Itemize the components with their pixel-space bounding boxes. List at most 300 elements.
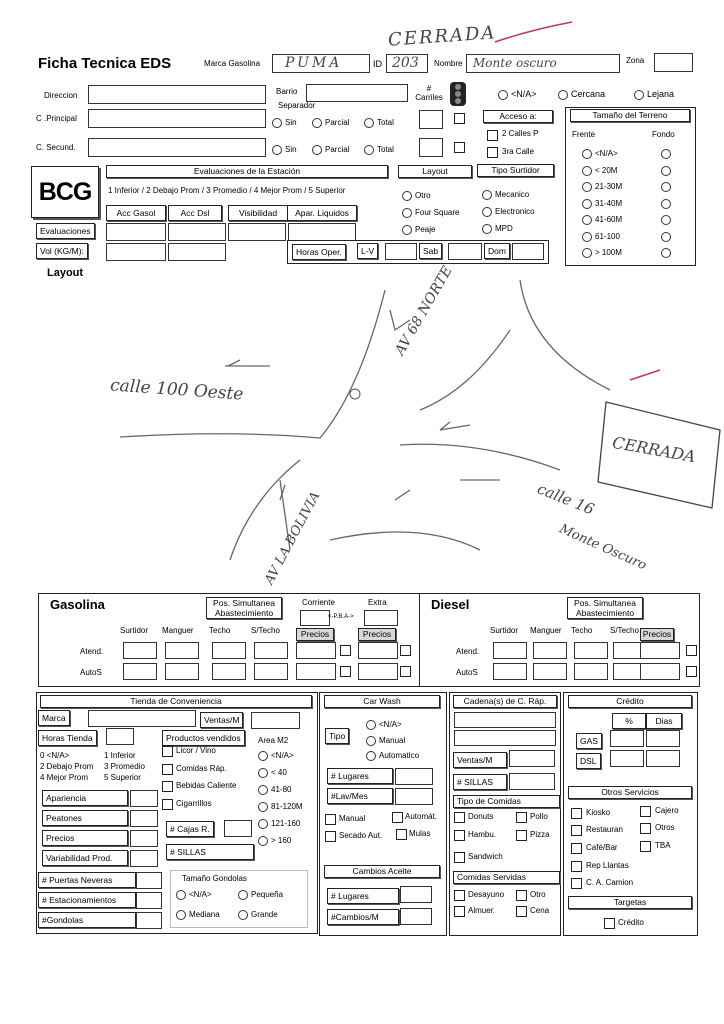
tienda-eval-field-2[interactable] (130, 830, 158, 847)
gas-cell-0-2[interactable] (212, 642, 246, 659)
carwash-secado-checkbox[interactable] (325, 831, 336, 842)
lv-label: L-V (357, 243, 378, 259)
carwash-na-label: <N/A> (379, 720, 402, 730)
eval-apar-liquidos[interactable] (288, 223, 356, 241)
producto-checkbox-2[interactable] (162, 781, 173, 792)
dom-label: Dom (484, 243, 510, 259)
id-value: 203 (392, 55, 419, 71)
layout-peaje-label: Peaje (415, 225, 436, 235)
tam-gondolas-label: Tamaño Gondolas (182, 874, 247, 883)
radio-icon (661, 149, 671, 159)
nombre-field[interactable] (466, 54, 620, 73)
gondola-mediana-label: Mediana (189, 910, 220, 920)
area-opt-3[interactable] (258, 802, 303, 812)
otros-servicios-header: Otros Servicios (568, 786, 692, 799)
servicio-checkbox-7[interactable] (571, 878, 582, 889)
parcial-label: Parcial (325, 145, 350, 155)
sin-label: Sin (285, 145, 297, 155)
radio-icon (366, 751, 376, 761)
cambios-aceite-header: Cambios Aceite (324, 865, 440, 878)
area-opt-0[interactable] (258, 751, 294, 761)
handwritten-slash (490, 18, 580, 48)
c-secund-total[interactable] (364, 145, 394, 155)
radio-icon (272, 145, 282, 155)
carwash-manual-label: Manual (339, 814, 366, 823)
radio-icon (498, 90, 508, 100)
surtidor-mecanico-label: Mecanico (495, 190, 530, 200)
tienda-scale-0: 0 <N/A> (40, 751, 70, 760)
radio-icon (258, 836, 268, 846)
terreno-frente-1[interactable] (582, 166, 617, 176)
servida-checkbox-2[interactable] (454, 906, 465, 917)
handwritten-cerrada-top: CERRADA (387, 22, 498, 51)
comida-checkbox-2[interactable] (454, 830, 465, 841)
marca-label: Marca Gasolina (204, 59, 261, 68)
terreno-frente-2-label: 21-30M (595, 182, 623, 192)
acceso-header: Acceso a: (483, 110, 553, 123)
proximity-lejana[interactable] (634, 89, 674, 100)
tienda-scale-3: 3 Promedio (104, 762, 145, 771)
carwash-lugares-label: # Lugares (327, 768, 393, 784)
acceso-2calles-label: 2 Calles P (502, 129, 539, 138)
radio-icon (402, 225, 412, 235)
tienda-ventas-field[interactable] (251, 712, 300, 729)
terreno-fondo-4[interactable] (661, 215, 674, 225)
servicio-checkbox-0[interactable] (571, 808, 582, 819)
servida-label-3: Cena (530, 906, 550, 915)
acceso-3calle-label: 3ra Calle (502, 147, 535, 156)
corriente-field[interactable] (300, 610, 330, 626)
estacionamientos-field[interactable] (136, 892, 162, 909)
terreno-fondo-3[interactable] (661, 199, 674, 209)
barrio-field[interactable] (306, 84, 408, 102)
radio-icon (661, 199, 671, 209)
carwash-tipo-na[interactable] (366, 720, 402, 730)
sketch-calle-100: calle 100 Oeste (109, 375, 245, 405)
dsl-cell-0-1[interactable] (533, 642, 567, 659)
radio-icon (366, 720, 376, 730)
acceso-3calle-checkbox[interactable] (487, 147, 498, 158)
fondo-label: Fondo (652, 130, 675, 139)
diesel-pos-sim: Pos. Simultanea Abastecimiento (567, 597, 643, 619)
gas-col-1: Manguer (162, 626, 194, 635)
producto-label-0: Licor / Vino (176, 746, 216, 755)
comida-label-3: Pizza (530, 830, 550, 839)
carwash-header: Car Wash (324, 695, 440, 708)
gas-precio-cell-1-1[interactable] (358, 663, 398, 680)
servida-checkbox-0[interactable] (454, 890, 465, 901)
carwash-tipo-manual[interactable] (366, 736, 405, 746)
gondola-grande[interactable] (238, 910, 278, 920)
c-principal-sin[interactable] (272, 118, 297, 128)
credito-option-label: Crédito (618, 918, 644, 927)
extra-label: Extra (368, 598, 387, 607)
radio-icon (258, 785, 268, 795)
credito-dsl-pct[interactable] (610, 750, 644, 767)
area-label: Area M2 (258, 736, 289, 745)
comida-checkbox-3[interactable] (516, 830, 527, 841)
total-label: Total (377, 145, 394, 155)
diesel-title: Diesel (431, 597, 470, 612)
bcg-logo (31, 166, 99, 218)
servicio-checkbox-5[interactable] (640, 841, 651, 852)
carwash-mulas-checkbox[interactable] (396, 829, 407, 840)
radio-icon (402, 191, 412, 201)
servicio-label-2: Restauran (586, 825, 623, 834)
surtidor-mecanico[interactable] (482, 190, 529, 200)
area-opt-2-label: 41-80 (271, 785, 292, 795)
gondola-mediana[interactable] (176, 910, 220, 920)
sketch-monte-oscuro: Monte Oscuro (556, 521, 649, 574)
servicio-label-6: Rep Llantas (586, 861, 629, 870)
radio-icon (634, 90, 644, 100)
tipo-comidas-header: Tipo de Comidas (453, 795, 560, 808)
dsl-col-3: S/Techo (610, 626, 639, 635)
nombre-value: Monte oscuro (473, 56, 557, 70)
area-opt-1-label: < 40 (271, 768, 287, 778)
producto-checkbox-0[interactable] (162, 746, 173, 757)
cadena-sillas-field[interactable] (509, 773, 555, 790)
sketch-av-68: AV 68 NORTE (392, 263, 456, 358)
terreno-header: Tamaño del Terreno (570, 109, 690, 122)
vol-acc-gasol[interactable] (106, 243, 166, 261)
dsl-cell-0-0[interactable] (493, 642, 527, 659)
radio-icon (258, 802, 268, 812)
page-title: Ficha Tecnica EDS (38, 55, 172, 72)
traffic-light-icon (450, 82, 466, 106)
area-opt-4-label: 121-160 (271, 819, 301, 829)
cadena-header: Cadena(s) de C. Ráp. (453, 695, 557, 708)
radio-icon (582, 166, 592, 176)
eval-visibilidad[interactable] (228, 223, 286, 241)
layout-peaje[interactable] (402, 225, 435, 235)
surtidor-mpd[interactable] (482, 224, 513, 234)
radio-icon (238, 890, 248, 900)
parcial-label: Parcial (325, 118, 350, 128)
c-principal-checkbox[interactable] (454, 113, 465, 124)
tienda-scale-1: 1 Inferior (104, 751, 136, 760)
area-opt-5-label: > 160 (271, 836, 292, 846)
gas-precio-cell-1-0[interactable] (296, 663, 336, 680)
col-acc-gasol: Acc Gasol (106, 205, 166, 221)
dsl-col-2: Techo (571, 626, 593, 635)
radio-icon (661, 182, 671, 192)
dsl-precio-check-1-0[interactable] (686, 666, 697, 677)
nombre-label: Nombre (434, 59, 463, 68)
servida-checkbox-1[interactable] (516, 890, 527, 901)
proximity-na-label: <N/A> (511, 89, 537, 99)
c-principal-total[interactable] (364, 118, 394, 128)
pba-label: <-P.B.A-> (328, 614, 354, 620)
terreno-fondo-5[interactable] (661, 232, 674, 242)
servicio-label-4: Café/Bar (586, 843, 618, 852)
separador-label: Separador (278, 101, 316, 110)
tienda-marca-label: Marca (38, 710, 70, 726)
servida-label-1: Otro (530, 890, 546, 899)
evaluaciones-header: Evaluaciones de la Estación (106, 165, 388, 178)
gas-cell-1-1[interactable] (165, 663, 199, 680)
c-secund-parcial[interactable] (312, 145, 349, 155)
carwash-lugares-field[interactable] (395, 768, 433, 785)
tienda-marca-field[interactable] (88, 710, 196, 727)
area-opt-0-label: <N/A> (271, 751, 294, 761)
gas-cell-1-0[interactable] (123, 663, 157, 680)
terreno-frente-4[interactable] (582, 215, 622, 225)
servicio-checkbox-2[interactable] (571, 825, 582, 836)
dsl-cell-1-0[interactable] (493, 663, 527, 680)
cadena-name-2[interactable] (454, 730, 556, 746)
tienda-eval-label-1: Peatones (42, 810, 128, 826)
terreno-frente-4-label: 41-60M (595, 215, 623, 225)
carwash-mulas-label: Mulas (409, 829, 431, 838)
terreno-fondo-2[interactable] (661, 182, 674, 192)
sketch-calle-16: calle 16 (534, 479, 597, 519)
layout-otro[interactable] (402, 191, 431, 201)
comidas-servidas-header: Comidas Servidas (453, 871, 560, 884)
bcg-logo-text: BCG (38, 177, 92, 206)
gondola-pequena[interactable] (238, 890, 283, 900)
dom-field[interactable] (512, 243, 544, 260)
terreno-frente-1-label: < 20M (595, 165, 618, 175)
area-opt-2[interactable] (258, 785, 291, 795)
radio-icon (258, 768, 268, 778)
cadena-ventas-label: Ventas/M (453, 752, 507, 768)
comida-checkbox-4[interactable] (454, 852, 465, 863)
proximity-na[interactable] (498, 89, 537, 100)
dsl-cell-1-2[interactable] (574, 663, 608, 680)
radio-icon (482, 224, 492, 234)
c-principal-carriles[interactable] (419, 110, 443, 129)
tienda-sillas-label: # SILLAS (166, 844, 254, 860)
gondolas-field[interactable] (136, 912, 162, 929)
servida-checkbox-3[interactable] (516, 906, 527, 917)
vol-acc-dsl[interactable] (168, 243, 226, 261)
comida-checkbox-1[interactable] (516, 812, 527, 823)
c-principal-field[interactable] (88, 109, 266, 128)
producto-label-2: Bebidas Caliente (176, 781, 237, 790)
credito-header: Crédito (568, 695, 692, 708)
servicio-checkbox-4[interactable] (571, 843, 582, 854)
c-secund-carriles[interactable] (419, 138, 443, 157)
tienda-header: Tienda de Conveniencia (40, 695, 312, 708)
sab-field[interactable] (448, 243, 482, 260)
vol-row-label: Vol (KG/M): (36, 243, 88, 259)
tienda-eval-field-3[interactable] (130, 850, 158, 867)
surtidor-electronico[interactable] (482, 207, 535, 217)
c-principal-parcial[interactable] (312, 118, 349, 128)
cajas-field[interactable] (224, 820, 252, 837)
gas-col-3: S/Techo (251, 626, 280, 635)
horas-oper-label: Horas Oper. (292, 244, 346, 260)
tienda-scale-5: 5 Superior (104, 773, 141, 782)
gas-cell-1-2[interactable] (212, 663, 246, 680)
radio-icon (582, 199, 592, 209)
dsl-cell-1-1[interactable] (533, 663, 567, 680)
gondola-na-label: <N/A> (189, 890, 212, 900)
comida-label-0: Donuts (468, 812, 494, 821)
tienda-eval-field-0[interactable] (130, 790, 158, 807)
credito-gas-pct[interactable] (610, 730, 644, 747)
carwash-lav-label: #Lav/Mes (327, 788, 393, 804)
terreno-frente-2[interactable] (582, 182, 622, 192)
servida-label-2: Almuer. (468, 906, 496, 915)
extra-field[interactable] (364, 610, 398, 626)
proximity-cercana-label: Cercana (571, 89, 606, 99)
area-opt-3-label: 81-120M (271, 802, 303, 812)
area-opt-4[interactable] (258, 819, 300, 829)
cadena-name-1[interactable] (454, 712, 556, 728)
c-secund-field[interactable] (88, 138, 266, 157)
gondolas-label: #Gondolas (38, 912, 136, 928)
gondola-pequena-label: Pequeña (251, 890, 284, 900)
cadena-sillas-label: # SILLAS (453, 774, 507, 790)
tienda-eval-field-1[interactable] (130, 810, 158, 827)
neveras-label: # Puertas Neveras (38, 872, 136, 888)
dsl-precio-cell-1-0[interactable] (640, 663, 680, 680)
radio-icon (582, 248, 592, 258)
terreno-frente-3-label: 31-40M (595, 198, 623, 208)
terreno-frente-3[interactable] (582, 199, 622, 209)
carwash-manual-checkbox[interactable] (325, 814, 336, 825)
tienda-horas-label: Horas Tienda (38, 730, 97, 746)
producto-checkbox-1[interactable] (162, 764, 173, 775)
producto-checkbox-3[interactable] (162, 799, 173, 810)
radio-icon (312, 145, 322, 155)
servicio-checkbox-1[interactable] (640, 806, 651, 817)
eval-acc-gasol[interactable] (106, 223, 166, 241)
servicio-checkbox-6[interactable] (571, 861, 582, 872)
carwash-lav-field[interactable] (395, 788, 433, 805)
scale-legend: 1 Inferior / 2 Debajo Prom / 3 Promedio / 4 Mejor Prom / 5 Superior (108, 186, 346, 195)
layout-four-square-label: Four Square (415, 208, 460, 218)
terreno-frente-5[interactable] (582, 232, 620, 242)
tienda-horas-field[interactable] (106, 728, 134, 745)
targetas-header: Targetas (568, 896, 692, 909)
radio-icon (482, 207, 492, 217)
terreno-fondo-0[interactable] (661, 149, 674, 159)
radio-icon (582, 215, 592, 225)
tienda-scale-2: 2 Debajo Prom (40, 762, 94, 771)
comida-label-1: Pollo (530, 812, 548, 821)
layout-tab[interactable]: Layout (398, 165, 472, 178)
gas-cell-1-3[interactable] (254, 663, 288, 680)
cadena-ventas-field[interactable] (509, 750, 555, 767)
carwash-tipo-auto[interactable] (366, 751, 419, 761)
estacionamientos-label: # Estacionamientos (38, 892, 136, 908)
servicio-label-5: TBA (655, 841, 671, 850)
radio-icon (312, 118, 322, 128)
acceso-2calles-checkbox[interactable] (487, 130, 498, 141)
barrio-label: Barrio (276, 87, 298, 96)
c-secund-checkbox[interactable] (454, 142, 465, 153)
corriente-label: Corriente (302, 598, 335, 607)
radio-icon (272, 118, 282, 128)
carwash-tipo-label: Tipo (325, 728, 349, 744)
credito-dias-label: Dias (646, 713, 682, 729)
credito-gas-dias[interactable] (646, 730, 680, 747)
credito-checkbox[interactable] (604, 918, 615, 929)
gasolina-title: Gasolina (50, 597, 105, 612)
carriles-label: # Carriles (415, 84, 443, 102)
radio-icon (258, 751, 268, 761)
gas-precio-cell-0-0[interactable] (296, 642, 336, 659)
radio-icon (402, 208, 412, 218)
sab-label: Sab (419, 243, 442, 259)
direccion-field[interactable] (88, 85, 266, 104)
carwash-automat-checkbox[interactable] (392, 812, 403, 823)
gas-precio-check-0-1[interactable] (400, 645, 411, 656)
radio-icon (582, 232, 592, 242)
terreno-frente-6[interactable] (582, 248, 622, 258)
carwash-manual-label: Manual (379, 736, 406, 746)
c-secund-sin[interactable] (272, 145, 297, 155)
radio-icon (258, 819, 268, 829)
terreno-fondo-6[interactable] (661, 248, 674, 258)
dsl-precio-check-0-0[interactable] (686, 645, 697, 656)
dsl-atend-label: Atend. (456, 647, 480, 656)
servicio-checkbox-3[interactable] (640, 823, 651, 834)
gas-cell-0-3[interactable] (254, 642, 288, 659)
cambios-lugares-field[interactable] (400, 886, 432, 903)
gondola-na[interactable] (176, 890, 212, 900)
gas-precios-1: Precios (358, 628, 396, 641)
gas-atend-label: Atend. (80, 647, 104, 656)
comida-checkbox-0[interactable] (454, 812, 465, 823)
tipo-surtidor-tab[interactable]: Tipo Surtidor (477, 164, 554, 177)
cambios-m-field[interactable] (400, 908, 432, 925)
lv-field[interactable] (385, 243, 417, 260)
dsl-col-1: Manguer (530, 626, 562, 635)
terreno-frente-0-label: <N/A> (595, 149, 618, 159)
dsl-precio-cell-0-0[interactable] (640, 642, 680, 659)
terreno-frente-0[interactable] (582, 149, 618, 159)
col-apar-liquidos: Apar. Liquidos (287, 205, 357, 221)
proximity-lejana-label: Lejana (647, 89, 675, 99)
id-field[interactable] (386, 54, 428, 73)
proximity-cercana[interactable] (558, 89, 605, 100)
eval-acc-dsl[interactable] (168, 223, 226, 241)
marca-field[interactable] (272, 54, 370, 73)
servicio-label-1: Cajero (655, 806, 679, 815)
terreno-fondo-1[interactable] (661, 166, 674, 176)
zona-label: Zona (626, 56, 645, 65)
gas-cell-0-0[interactable] (123, 642, 157, 659)
layout-four-square[interactable] (402, 208, 459, 218)
terreno-frente-5-label: 61-100 (595, 231, 620, 241)
gas-precio-check-1-1[interactable] (400, 666, 411, 677)
tienda-eval-label-0: Apariencia (42, 790, 128, 806)
radio-icon (582, 182, 592, 192)
credito-dsl-dias[interactable] (646, 750, 680, 767)
radio-icon (364, 145, 374, 155)
radio-icon (661, 166, 671, 176)
terreno-frente-6-label: > 100M (595, 248, 622, 258)
area-opt-5[interactable] (258, 836, 291, 846)
gas-cell-0-1[interactable] (165, 642, 199, 659)
area-opt-1[interactable] (258, 768, 287, 778)
gas-precios-0: Precios (296, 628, 334, 641)
radio-icon (176, 910, 186, 920)
credito-dsl-label: DSL (576, 753, 601, 769)
zona-field[interactable] (654, 53, 693, 72)
gas-precio-check-0-0[interactable] (340, 645, 351, 656)
gas-precio-cell-0-1[interactable] (358, 642, 398, 659)
gas-precio-check-1-0[interactable] (340, 666, 351, 677)
servicio-label-7: C. A. Camion (586, 878, 634, 887)
dsl-cell-0-2[interactable] (574, 642, 608, 659)
producto-label-1: Comidas Ráp. (176, 763, 227, 773)
neveras-field[interactable] (136, 872, 162, 889)
